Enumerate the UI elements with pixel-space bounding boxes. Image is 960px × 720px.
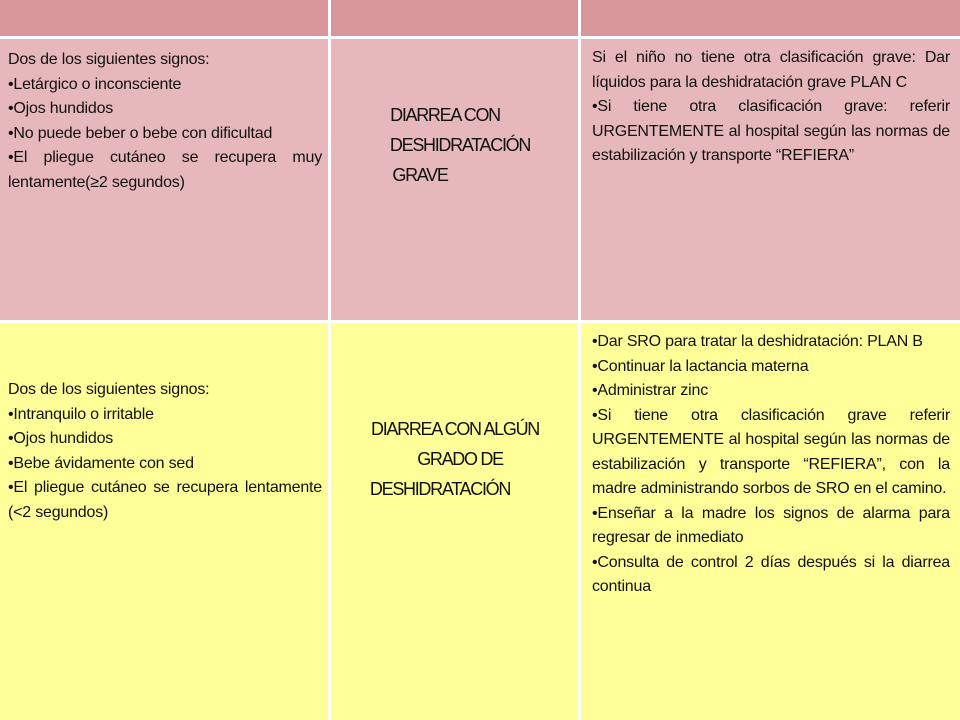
classification-line: DIARREA CON ALGÚN <box>371 419 539 439</box>
severe-classification-cell <box>330 38 580 322</box>
classification-title <box>330 100 580 190</box>
treatment-item: •Si tiene otra clasificación grave: referir URGENTEMENTE al hospital según las normas de estabilización y transporte “REFIERA” <box>592 98 950 164</box>
sign-item: •Bebe ávidamente con sed <box>8 454 194 472</box>
severe-treatment-cell <box>580 38 960 322</box>
column-divider <box>578 0 581 720</box>
sign-item: •El pliegue cutáneo se recupera muy lentamente(≥2 segundos) <box>8 149 322 191</box>
classification-line: GRADO DE <box>417 449 503 469</box>
classification-line: DESHIDRATACIÓN <box>369 479 511 499</box>
moderate-treatment-cell <box>580 322 960 720</box>
treatment-item: •Enseñar a la madre los signos de alarma para regresar de inmediato <box>592 504 950 546</box>
treatment-item: Si el niño no tiene otra clasificación grave: Dar líquidos para la deshidratación grave PLAN C <box>592 49 950 91</box>
column-divider <box>328 0 331 720</box>
row-divider <box>0 320 960 323</box>
row-divider <box>0 36 960 39</box>
moderate-signs-cell <box>0 322 330 720</box>
sign-item: •Intranquilo o irritable <box>8 405 154 423</box>
header-cell-classification <box>330 0 580 38</box>
classification-line: DESHIDRATACIÓN <box>389 135 531 155</box>
signs-intro: Dos de los siguientes signos: <box>8 381 210 398</box>
treatment-item: •Dar SRO para tratar la deshidratación: PLAN B <box>592 333 923 350</box>
treatment-item: •Continuar la lactancia materna <box>592 357 809 375</box>
moderate-classification-cell <box>330 322 580 720</box>
sign-item: •No puede beber o bebe con dificultad <box>8 124 273 142</box>
treatment-item: •Si tiene otra clasificación grave referir URGENTEMENTE al hospital según las normas de estabilización y transporte “REFIERA”, con la madre administrando sorbos de SRO en el camino. <box>592 406 950 497</box>
classification-line: DIARREA CON <box>390 105 500 125</box>
sign-item: •Ojos hundidos <box>8 100 114 117</box>
sign-item: •Letárgico o inconsciente <box>8 75 182 93</box>
treatment-item: •Consulta de control 2 días después si la diarrea continua <box>592 553 950 595</box>
header-cell-treatment <box>580 0 960 38</box>
severe-signs-cell <box>0 38 330 322</box>
signs-intro: Dos de los siguientes signos: <box>8 51 210 68</box>
sign-item: •El pliegue cutáneo se recupera lentamente (<2 segundos) <box>8 479 322 521</box>
header-cell-signs <box>0 0 330 38</box>
classification-title <box>330 414 580 504</box>
classification-line: GRAVE <box>392 165 448 185</box>
treatment-item: •Administrar zinc <box>592 382 709 399</box>
sign-item: •Ojos hundidos <box>8 430 114 447</box>
